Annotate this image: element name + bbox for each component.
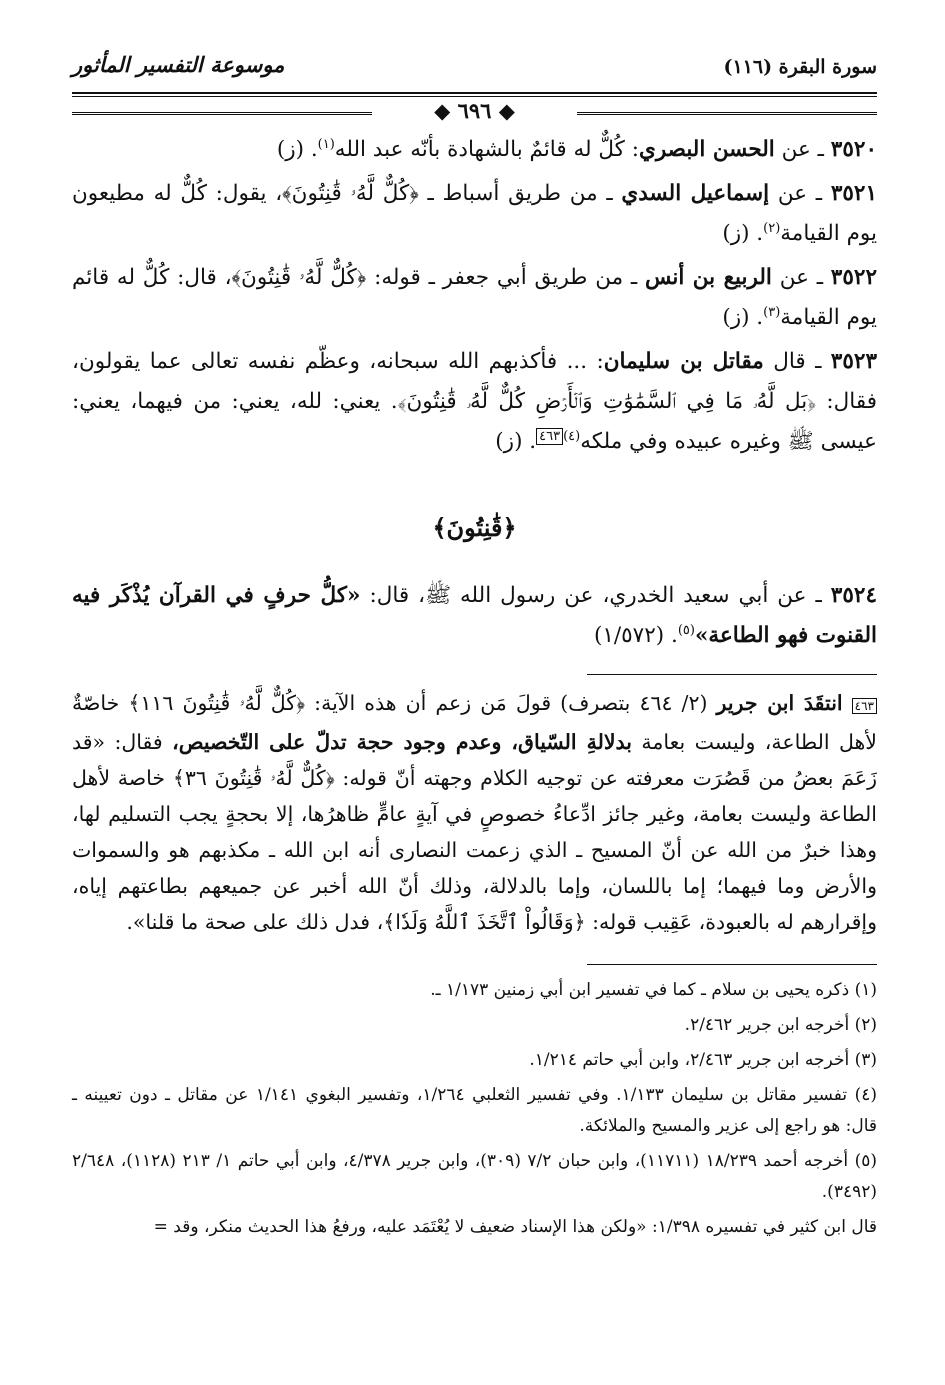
page-number: ◆ ٦٩٦ ◆ <box>434 98 515 123</box>
footnote-2: (٢) أخرجه ابن جرير ٢/٤٦٢. <box>684 1015 877 1035</box>
commentary-ref-box: ٤٦٣ <box>536 428 563 445</box>
page-header <box>72 48 877 92</box>
footnote-5-continued: قال ابن كثير في تفسيره ١/٣٩٨: «ولكن هذا الإسناد ضعيف لا يُعْتَمَد عليه، ورفعُ هذا الحديث منكر، وقد = <box>153 1217 877 1237</box>
footnote-4: (٤) تفسير مقاتل بن سليمان ١/١٣٣. وفي تفسير الثعلبي ١/٢٦٤، وتفسير البغوي ١/١٤١ عن مقاتل ـ دون تعيينه ـ قال: هو راجع إلى عزير والمسيح والملائكة. <box>72 1085 877 1136</box>
narrations <box>72 130 877 462</box>
narration-3520: ٣٥٢٠ ـ عن الحسن البصري: كُلٌّ له قائمٌ بالشهادة بأنّه عبد الله$^{(١)}$. (ز) <box>276 136 877 162</box>
ornament-line-right <box>577 112 877 115</box>
narration-3521: ٣٥٢١ ـ عن إسماعيل السدي ـ من طريق أسباط ـ ﴿كُلٌّ لَّهُۥ قَٰنِتُونَ﴾، يقول: كُلٌّ له مطيعون يوم القيامة$^{(٢)}$. (ز) <box>72 181 878 246</box>
surah-title: سورة البقرة (١١٦) <box>723 56 877 78</box>
footnote-1: (١) ذكره يحيى بن سلام ـ كما في تفسير ابن أبي زمنين ١/١٧٣ ـ. <box>430 980 877 1000</box>
commentary-number-box: ٤٦٣ <box>852 698 877 714</box>
footnotes-separator <box>587 964 877 965</box>
ornament-line-left <box>72 112 372 115</box>
document-page <box>72 48 877 1243</box>
page-number-row <box>72 96 877 124</box>
commentary-separator <box>587 674 877 675</box>
hadith-3524: ٣٥٢٤ ـ عن أبي سعيد الخدري، عن رسول الله ﷺ، قال: «كلُّ حرفٍ في القرآن يُذْكَر فيه القنوت فهو الطاعة»$^{(٥)}$. (١/٥٧٢) <box>72 583 877 648</box>
narration-3522: ٣٥٢٢ ـ عن الربيع بن أنس ـ من طريق أبي جعفر ـ قوله: ﴿كُلٌّ لَّهُۥ قَٰنِتُونَ﴾، قال: كُلٌّ له قائم يوم القيامة$^{(٣)}$. (ز) <box>72 265 877 330</box>
narration-3523: ٣٥٢٣ ـ قال مقاتل بن سليمان: ... فأكذبهم الله سبحانه، وعظّم نفسه تعالى عما يقولون، فقال: ﴿بَل لَّهُۥ مَا فِي ٱلسَّمَٰوَٰتِ وَٱلۡأَرۡضِ كُلٌّ لَّهُۥ قَٰنِتُونَ﴾. يعني: لله، يعني: من فيهما، يعني: عيسى ﷺ وغيره عبيده وفي ملكه$^{(٤)٤٦٣}$. (ز) <box>72 349 877 454</box>
header-rule <box>72 92 877 94</box>
footnote-5: (٥) أخرجه أحمد ١٨/٢٣٩ (١١٧١١)، وابن حبان ٧/٢ (٣٠٩)، وابن جرير ٤/٣٧٨، وابن أبي حاتم ١/ ٢١٣ (١١٢٨)، ٢/٦٤٨ (٣٤٩٢). <box>72 1151 877 1202</box>
footnote-3: (٣) أخرجه ابن جرير ٢/٤٦٣، وابن أبي حاتم ١/٢١٤. <box>529 1050 877 1070</box>
section-heading: ﴿قَٰنِتُونَ﴾ <box>432 513 517 542</box>
footnotes <box>72 975 877 1243</box>
book-title: موسوعة التفسير المأثور <box>72 52 285 77</box>
commentary-block: ٤٦٣ انتقَدَ ابن جرير (٢/ ٤٦٤ بتصرف) قولَ مَن زعم أن هذه الآية: ﴿كُلٌّ لَّهُۥ قَٰنِتُونَ ١١٦﴾ خاصّةٌ لأهل الطاعة، وليست بعامة بدلالةِ السّياق، وعدم وجود حجة تدلّ على التّخصيص، فقال: «قد زَعَمَ بعضُ من قَصُرَت معرفته عن توجيه الكلام وجهته أنّ قوله: ﴿كُلٌّ لَّهُۥ قَٰنِتُونَ ٣٦﴾ خاصة لأهل الطاعة وليست بعامة، وغير جائز ادِّعاءُ خصوصٍ في آيةٍ عامٍّ ظاهرُها، إلا بحجةٍ يجب التسليم لها، وهذا خبرٌ من الله عن أنّ المسيح ـ الذي زعمت النصارى أنه ابن الله ـ مكذبهم هو والسموات والأرض وما فيهما؛ إما باللسان، وإما بالدلالة، وذلك أنّ الله أخبر عن جميعهم بطاعتهم إياه، وإقرارهم له بالعبودة، عَقِيب قوله: ﴿وَقَالُواْ ٱتَّخَذَ ٱللَّهُ وَلَدٗا﴾، فدل ذلك على صحة ما قلنا». <box>72 691 877 934</box>
